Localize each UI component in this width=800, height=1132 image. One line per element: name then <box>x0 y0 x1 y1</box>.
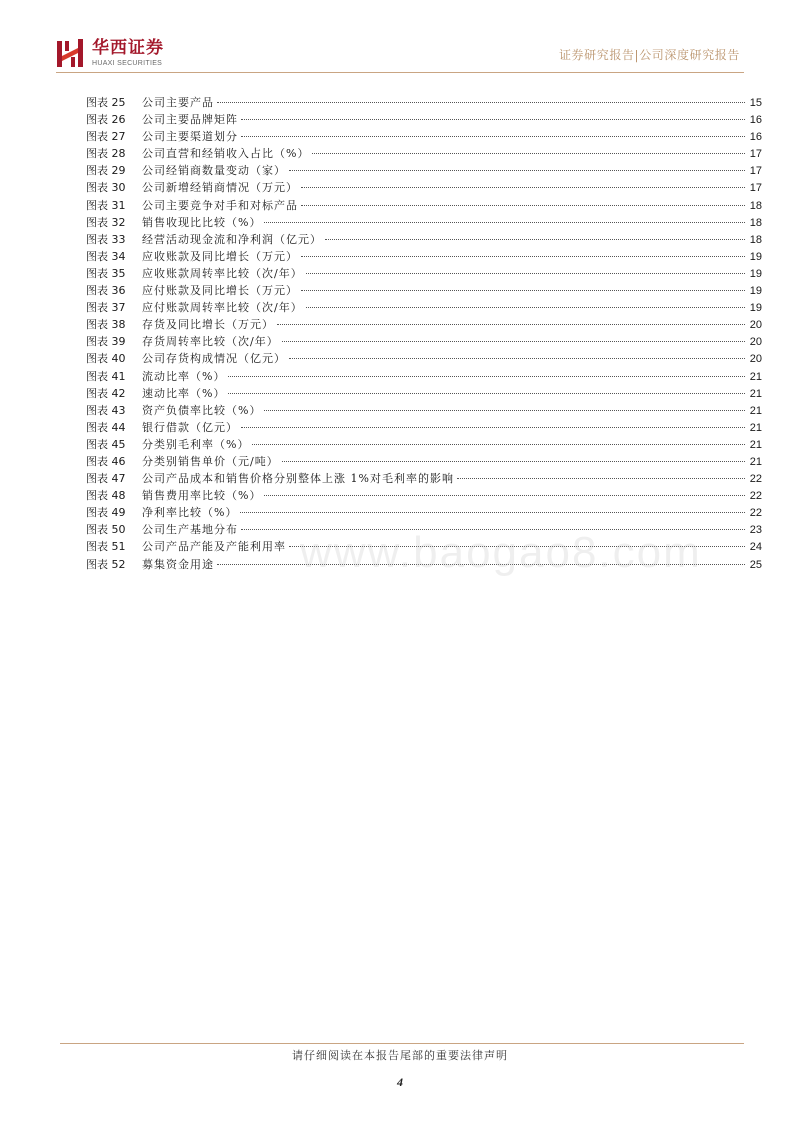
toc-entry-number: 图表 26 <box>86 113 126 127</box>
toc-entry-page: 22 <box>749 473 762 486</box>
toc-entry-number: 图表 25 <box>86 96 126 109</box>
toc-entry[interactable] <box>86 282 762 299</box>
brand-name-cn: 华西证券 <box>92 38 164 58</box>
toc-entry[interactable] <box>86 487 762 504</box>
report-type-label: 证券研究报告|公司深度研究报告 <box>558 48 740 62</box>
toc-entry[interactable] <box>86 162 762 179</box>
toc-entry-title: 经营活动现金流和净利润（亿元） <box>142 232 322 246</box>
toc-entry-page: 18 <box>749 216 762 229</box>
toc-entry-number: 图表 51 <box>86 540 126 554</box>
toc-entry-page: 19 <box>749 250 762 263</box>
toc-entry-page: 20 <box>749 353 762 366</box>
toc-entry-title: 存货周转率比较（次/年） <box>142 335 279 349</box>
toc-dot-leader <box>306 307 745 308</box>
toc-entry-number: 图表 43 <box>86 403 126 417</box>
toc-entry[interactable] <box>86 504 762 521</box>
toc-entry-page: 21 <box>749 455 762 468</box>
toc-entry-title: 流动比率（%） <box>142 369 226 383</box>
toc-entry-title: 资产负债率比较（%） <box>142 403 262 417</box>
toc-entry-number: 图表 50 <box>86 523 126 537</box>
toc-entry-page: 22 <box>749 507 762 520</box>
toc-dot-leader <box>282 341 745 342</box>
toc-entry[interactable] <box>86 145 762 162</box>
toc-entry-number: 图表 34 <box>86 249 126 263</box>
toc-dot-leader <box>264 222 745 223</box>
toc-entry-page: 15 <box>749 97 762 109</box>
toc-entry-page: 18 <box>749 199 762 212</box>
huaxi-logo-icon <box>56 38 84 68</box>
toc-entry-number: 图表 44 <box>86 420 126 434</box>
toc-entry-page: 24 <box>749 541 762 554</box>
toc-entry-page: 18 <box>749 233 762 246</box>
toc-entry-number: 图表 36 <box>86 284 126 298</box>
toc-entry-title: 银行借款（亿元） <box>142 420 238 434</box>
toc-entry[interactable] <box>86 453 762 470</box>
footer-divider <box>60 1043 744 1044</box>
toc-dot-leader <box>301 256 745 257</box>
toc-entry-title: 公司产品成本和销售价格分别整体上涨 1%对毛利率的影响 <box>142 472 454 486</box>
toc-entry[interactable] <box>86 350 762 367</box>
toc-entry-title: 速动比率（%） <box>142 386 226 400</box>
toc-entry-page: 23 <box>749 524 762 537</box>
toc-dot-leader <box>241 136 745 137</box>
toc-entry-number: 图表 33 <box>86 232 126 246</box>
toc-entry-number: 图表 32 <box>86 215 126 229</box>
toc-entry[interactable] <box>86 248 762 265</box>
toc-entry[interactable] <box>86 385 762 402</box>
toc-entry-title: 应付账款周转率比较（次/年） <box>142 301 303 315</box>
toc-entry[interactable] <box>86 436 762 453</box>
toc-entry-title: 公司主要竞争对手和对标产品 <box>142 198 298 212</box>
toc-entry-page: 20 <box>749 319 762 332</box>
toc-entry[interactable] <box>86 333 762 350</box>
toc-dot-leader <box>312 153 745 154</box>
toc-entry[interactable] <box>86 128 762 145</box>
toc-dot-leader <box>240 512 745 513</box>
toc-dot-leader <box>457 478 745 479</box>
toc-entry-page: 16 <box>749 131 762 144</box>
toc-dot-leader <box>306 273 745 274</box>
toc-entry-number: 图表 31 <box>86 198 126 212</box>
toc-entry-number: 图表 45 <box>86 437 126 451</box>
toc-entry[interactable] <box>86 402 762 419</box>
toc-entry-page: 16 <box>749 114 762 127</box>
toc-entry-page: 25 <box>749 558 762 571</box>
toc-entry-number: 图表 37 <box>86 301 126 315</box>
toc-entry-title: 净利率比较（%） <box>142 506 238 520</box>
toc-entry-page: 19 <box>749 302 762 315</box>
toc-entry-title: 公司直营和经销收入占比（%） <box>142 147 310 161</box>
toc-entry-number: 图表 38 <box>86 318 126 332</box>
toc-entry-page: 20 <box>749 336 762 349</box>
toc-dot-leader <box>289 170 745 171</box>
toc-entry[interactable] <box>86 299 762 316</box>
toc-entry[interactable] <box>86 231 762 248</box>
toc-entry-title: 分类别毛利率（%） <box>142 437 250 451</box>
toc-entry-title: 公司经销商数量变动（家） <box>142 164 286 178</box>
toc-entry[interactable] <box>86 470 762 487</box>
toc-entry-page: 21 <box>749 387 762 400</box>
toc-entry-page: 17 <box>749 182 762 195</box>
toc-entry-number: 图表 52 <box>86 557 126 571</box>
toc-dot-leader <box>301 187 745 188</box>
toc-entry-number: 图表 39 <box>86 335 126 349</box>
toc-entry-number: 图表 46 <box>86 454 126 468</box>
toc-entry-number: 图表 48 <box>86 489 126 503</box>
toc-entry-page: 22 <box>749 490 762 503</box>
toc-entry-title: 募集资金用途 <box>142 557 214 571</box>
toc-entry-page: 19 <box>749 285 762 298</box>
toc-entry-number: 图表 35 <box>86 266 126 280</box>
toc-dot-leader <box>241 119 745 120</box>
toc-entry-page: 19 <box>749 267 762 280</box>
toc-dot-leader <box>289 358 745 359</box>
toc-dot-leader <box>264 495 745 496</box>
page-number: 4 <box>397 1075 403 1089</box>
toc-dot-leader <box>241 427 745 428</box>
toc-entry-title: 销售费用率比较（%） <box>142 489 262 503</box>
toc-entry-page: 17 <box>749 165 762 178</box>
toc-entry-title: 公司新增经销商情况（万元） <box>142 181 298 195</box>
toc-entry[interactable] <box>86 419 762 436</box>
toc-dot-leader <box>301 290 745 291</box>
toc-dot-leader <box>277 324 745 325</box>
toc-entry[interactable] <box>86 111 762 128</box>
toc-entry-page: 21 <box>749 438 762 451</box>
toc-entry-number: 图表 27 <box>86 130 126 144</box>
toc-entry-number: 图表 47 <box>86 472 126 486</box>
toc-entry-number: 图表 49 <box>86 506 126 520</box>
toc-entry-title: 应付账款及同比增长（万元） <box>142 284 298 298</box>
toc-entry-title: 公司主要产品 <box>142 96 214 109</box>
toc-entry-number: 图表 40 <box>86 352 126 366</box>
toc-dot-leader <box>217 102 745 103</box>
toc-entry[interactable] <box>86 214 762 231</box>
toc-entry-number: 图表 42 <box>86 386 126 400</box>
figure-toc-list <box>86 94 762 573</box>
header-divider <box>56 72 744 73</box>
toc-entry-page: 21 <box>749 370 762 383</box>
watermark: www.baogao8.com <box>300 528 702 577</box>
toc-entry-title: 销售收现比比较（%） <box>142 215 262 229</box>
toc-dot-leader <box>228 376 745 377</box>
toc-entry-number: 图表 41 <box>86 369 126 383</box>
toc-entry-title: 公司主要品牌矩阵 <box>142 113 238 127</box>
toc-dot-leader <box>264 410 745 411</box>
toc-dot-leader <box>252 444 745 445</box>
toc-entry-title: 应收账款及同比增长（万元） <box>142 249 298 263</box>
toc-entry-title: 分类别销售单价（元/吨） <box>142 454 279 468</box>
toc-entry-number: 图表 28 <box>86 147 126 161</box>
toc-entry[interactable] <box>86 316 762 333</box>
toc-entry-page: 21 <box>749 404 762 417</box>
legal-disclaimer: 请仔细阅读在本报告尾部的重要法律声明 <box>292 1049 508 1062</box>
toc-entry-title: 公司生产基地分布 <box>142 523 238 537</box>
toc-entry-page: 21 <box>749 421 762 434</box>
toc-entry[interactable] <box>86 368 762 385</box>
toc-dot-leader <box>301 205 745 206</box>
toc-entry-page: 17 <box>749 148 762 161</box>
toc-entry-number: 图表 30 <box>86 181 126 195</box>
toc-entry[interactable] <box>86 197 762 214</box>
toc-entry-title: 应收账款周转率比较（次/年） <box>142 266 303 280</box>
toc-entry[interactable] <box>86 179 762 196</box>
toc-entry-title: 存货及同比增长（万元） <box>142 318 274 332</box>
toc-entry-title: 公司主要渠道划分 <box>142 130 238 144</box>
toc-entry-title: 公司产品产能及产能利用率 <box>142 540 286 554</box>
toc-dot-leader <box>228 393 745 394</box>
toc-entry-number: 图表 29 <box>86 164 126 178</box>
toc-dot-leader <box>325 239 745 240</box>
brand-name-en: HUAXI SECURITIES <box>92 60 163 67</box>
toc-dot-leader <box>282 461 745 462</box>
toc-entry-title: 公司存货构成情况（亿元） <box>142 352 286 366</box>
toc-entry[interactable] <box>86 265 762 282</box>
toc-entry[interactable] <box>86 94 762 111</box>
page-header <box>0 0 800 76</box>
